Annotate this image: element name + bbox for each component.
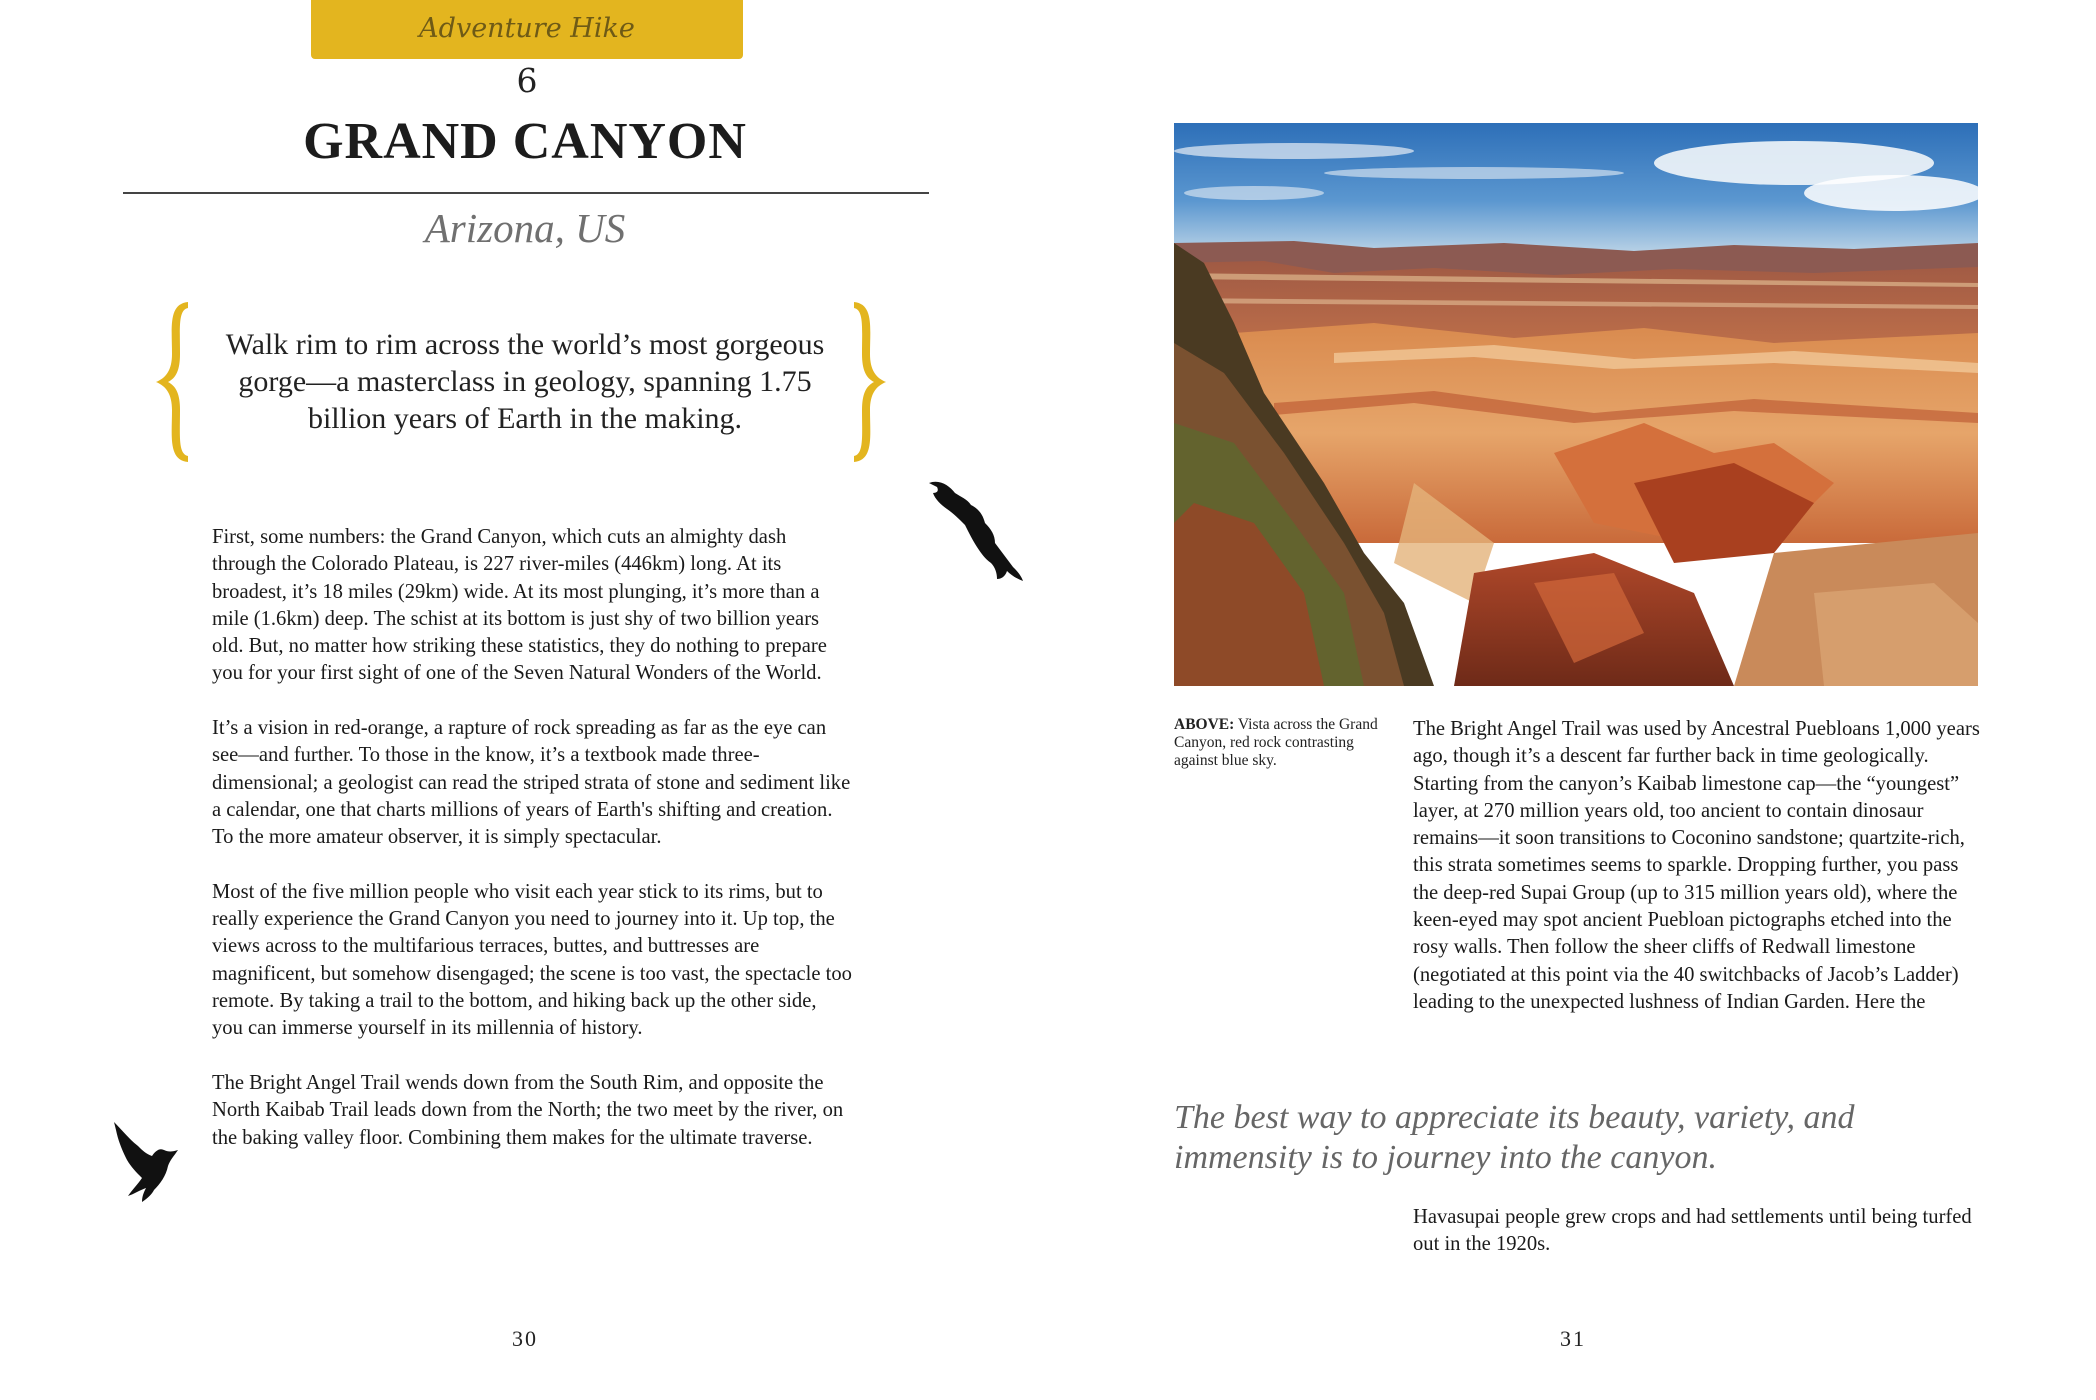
- body-paragraph: The Bright Angel Trail was used by Ancestral Puebloans 1,000 years ago, though it’s a descent far further back in time geologically. Starting from the canyon’s Kaibab limestone cap—the “youngest” layer, at 270 million years old, too ancient to contain dinosaur remains—it soon transitions to Coconino sandstone; quartzite-rich, this strata sometimes seems to sparkle. Dropping further, you pass the deep-red Supai Group (up to 315 million years old), where the keen-eyed may spot ancient Puebloan pictographs etched into the rosy walls. Then follow the sheer cliffs of Redwall limestone (negotiated at this point via the 40 switchbacks of Jacob’s Ladder) leading to the unexpected lushness of Indian Garden. Here the: [1413, 718, 1980, 1013]
- page-title: GRAND CANYON: [303, 113, 747, 170]
- dove-silhouette-icon: [112, 1120, 188, 1204]
- eagle-silhouette-icon: [925, 475, 1025, 585]
- left-brace-icon: [152, 298, 192, 466]
- caption-label: ABOVE:: [1174, 716, 1235, 733]
- title-divider: [123, 192, 929, 194]
- body-paragraph: Havasupai people grew crops and had settlements until being turfed out in the 1920s.: [1413, 1206, 1972, 1256]
- page-number-right: 31: [1560, 1326, 1586, 1351]
- secondary-pull-quote: The best way to appreciate its beauty, variety, and immensity is to journey into the canyon.: [1174, 1099, 1855, 1176]
- category-banner: Adventure Hike: [311, 0, 743, 59]
- location-subtitle: Arizona, US: [424, 205, 626, 251]
- left-body-text: [212, 524, 852, 1179]
- page-number-left: 30: [512, 1326, 538, 1351]
- right-body-continuation: [1413, 1204, 1983, 1259]
- body-paragraph: First, some numbers: the Grand Canyon, which cuts an almighty dash through the Colorado Plateau, is 227 river-miles (446km) long. At its broadest, it’s 18 miles (29km) wide. At its most plunging, it’s more than a mile (1.6km) deep. The schist at its bottom is just shy of two billion years old. But, no matter how striking these statistics, they do nothing to prepare you for your first sight of one of the Seven Natural Wonders of the World.: [212, 526, 827, 685]
- hike-number: 6: [516, 61, 538, 100]
- right-brace-icon: [850, 298, 890, 466]
- body-paragraph: Most of the five million people who visit each year stick to its rims, but to really experience the Grand Canyon you need to journey into it. Up top, the views across to the multifarious terraces, buttes, and buttresses are magnificent, but somehow disengaged; the scene is too vast, the spectacle too remote. By taking a trail to the bottom, and hiking back up the other side, you can immerse yourself in its millennia of history.: [212, 880, 852, 1040]
- body-paragraph: It’s a vision in red-orange, a rapture of rock spreading as far as the eye can see—and further. To those in the know, it’s a textbook made three-dimensional; a geologist can read the striped strata of stone and sediment like a calendar, one that charts millions of years of Earth's shifting and creation. To the more amateur observer, it is simply spectacular.: [212, 717, 851, 849]
- grand-canyon-photo: [1174, 123, 1978, 686]
- photo-caption: [1174, 716, 1384, 770]
- caption-text: Vista across the Grand Canyon, red rock contrasting against blue sky.: [1174, 716, 1378, 769]
- intro-pull-quote: Walk rim to rim across the world’s most gorgeous gorge—a masterclass in geology, spanning 1.75 billion years of Earth in the making.: [225, 328, 825, 435]
- right-body-text: [1413, 716, 1983, 1016]
- body-paragraph: The Bright Angel Trail wends down from the South Rim, and opposite the North Kaibab Trail leads down from the North; the two meet by the river, on the baking valley floor. Combining them makes for the ultimate traverse.: [212, 1071, 844, 1149]
